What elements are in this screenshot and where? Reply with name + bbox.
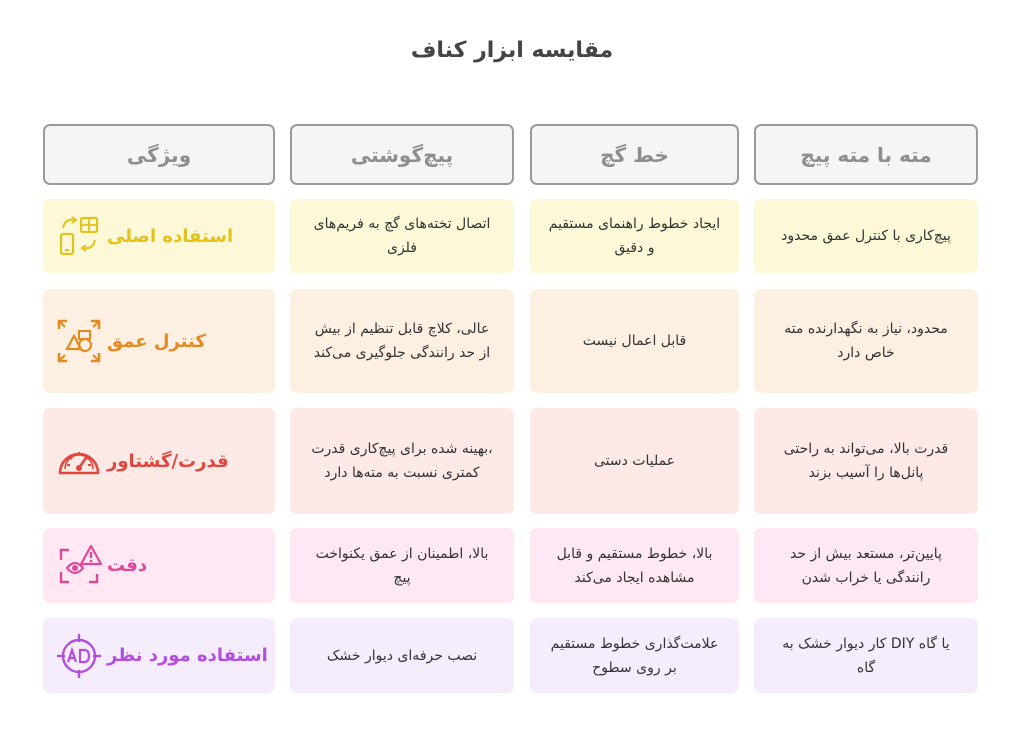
device-grid-icon — [55, 212, 103, 260]
row-power-torque-screwdriver: ،بهینه شده برای پیچ‌کاری قدرت کمتری نسبت به مته‌ها دارد — [290, 408, 514, 514]
header-feature: ویژگی — [43, 124, 275, 185]
row-depth-control-label-cell — [43, 289, 275, 393]
row-depth-control-screwdriver: عالی، کلاچ قابل تنظیم از بیش از حد رانندگی جلوگیری می‌کند — [290, 289, 514, 393]
header-screwdriver: پیچ‌گوشتی — [290, 124, 514, 185]
row-intended-use-drill: یا گاه DIY کار دیوار خشک به گاه — [754, 618, 978, 693]
row-intended-use-label-cell — [43, 618, 275, 693]
row-depth-control-label: کنترل عمق — [107, 330, 206, 352]
header-drill: مته با مته پیچ — [754, 124, 978, 185]
row-main-use-label: استفاده اصلی — [107, 225, 234, 247]
row-depth-control-chalk-line: قابل اعمال نیست — [530, 289, 739, 393]
row-precision-label-cell — [43, 528, 275, 603]
depth-frame-icon — [55, 317, 103, 365]
row-intended-use-chalk-line: علامت‌گذاری خطوط مستقیم بر روی سطوح — [530, 618, 739, 693]
row-main-use-screwdriver: اتصال تخته‌های گچ به فریم‌های فلزی — [290, 199, 514, 273]
row-depth-control-drill: محدود، نیاز به نگهدارنده مته خاص دارد — [754, 289, 978, 393]
row-main-use-chalk-line: ایجاد خطوط راهنمای مستقیم و دقیق — [530, 199, 739, 273]
row-power-torque-chalk-line: عملیات دستی — [530, 408, 739, 514]
ad-target-icon — [55, 632, 103, 680]
row-power-torque-drill: قدرت بالا، می‌تواند به راحتی پانل‌ها را آسیب بزند — [754, 408, 978, 514]
row-precision-chalk-line: بالا، خطوط مستقیم و قابل مشاهده ایجاد می‌کند — [530, 528, 739, 603]
gauge-icon — [55, 437, 103, 485]
row-main-use-drill: پیچ‌کاری با کنترل عمق محدود — [754, 199, 978, 273]
row-precision-drill: پایین‌تر، مستعد بیش از حد رانندگی یا خراب شدن — [754, 528, 978, 603]
row-precision-screwdriver: بالا، اطمینان از عمق یکنواخت پیچ — [290, 528, 514, 603]
page-title: مقایسه ابزار کناف — [410, 38, 614, 63]
row-intended-use-screwdriver: نصب حرفه‌ای دیوار خشک — [290, 618, 514, 693]
row-main-use-label-cell — [43, 199, 275, 273]
row-intended-use-label: استفاده مورد نظر — [107, 645, 268, 666]
row-precision-label: دقت — [107, 555, 148, 576]
precision-warning-icon — [55, 542, 103, 590]
row-power-torque-label: قدرت/گشتاور — [107, 450, 229, 472]
header-chalk-line: خط گچ — [530, 124, 739, 185]
row-power-torque-label-cell — [43, 408, 275, 514]
